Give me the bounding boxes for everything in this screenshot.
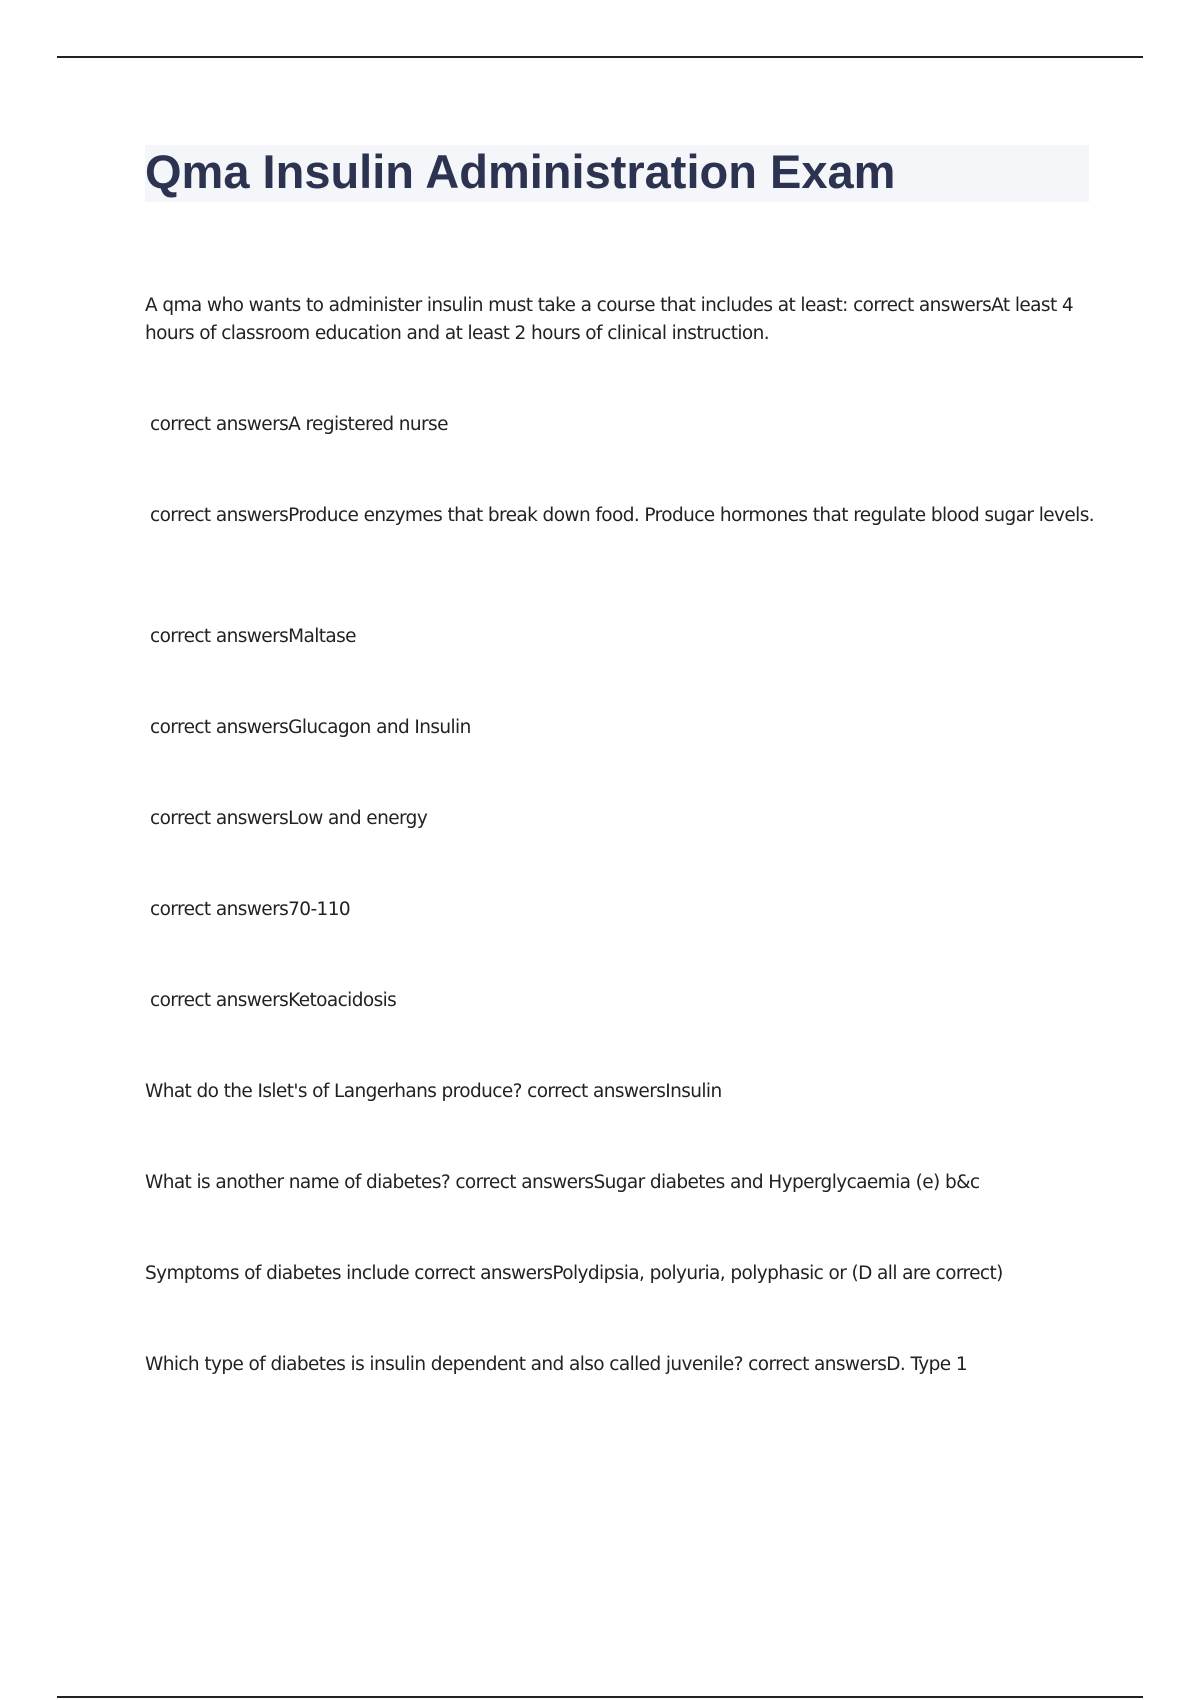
qa-entry-3: correct answersProduce enzymes that break down food. Produce hormones that regulate blood sugar levels. bbox=[150, 505, 1095, 526]
qa-entry-2: correct answersA registered nurse bbox=[150, 414, 448, 435]
qa-entry-11: Symptoms of diabetes include correct answersPolydipsia, polyuria, polyphasic or (D all are correct) bbox=[145, 1263, 1003, 1284]
qa-entry-6: correct answersLow and energy bbox=[150, 808, 428, 829]
qa-entry-12: Which type of diabetes is insulin dependent and also called juvenile? correct answersD. Type 1 bbox=[145, 1354, 968, 1375]
qa-entry-8: correct answersKetoacidosis bbox=[150, 990, 397, 1011]
qa-entry-5: correct answersGlucagon and Insulin bbox=[150, 717, 471, 738]
qa-entry-1: A qma who wants to administer insulin must take a course that includes at least: correct answersAt least 4 hours of classroom education and at least 2 hours of clinical instruction. bbox=[145, 295, 1074, 344]
top-divider bbox=[57, 56, 1143, 58]
page-title: Qma Insulin Administration Exam bbox=[145, 145, 896, 198]
qa-entry-10: What is another name of diabetes? correct answersSugar diabetes and Hyperglycaemia (e) b&c bbox=[145, 1172, 980, 1193]
bottom-divider bbox=[57, 1696, 1143, 1698]
qa-entry-4: correct answersMaltase bbox=[150, 626, 356, 647]
qa-entry-7: correct answers70-110 bbox=[150, 899, 351, 920]
qa-entry-9: What do the Islet's of Langerhans produce? correct answersInsulin bbox=[145, 1081, 722, 1102]
